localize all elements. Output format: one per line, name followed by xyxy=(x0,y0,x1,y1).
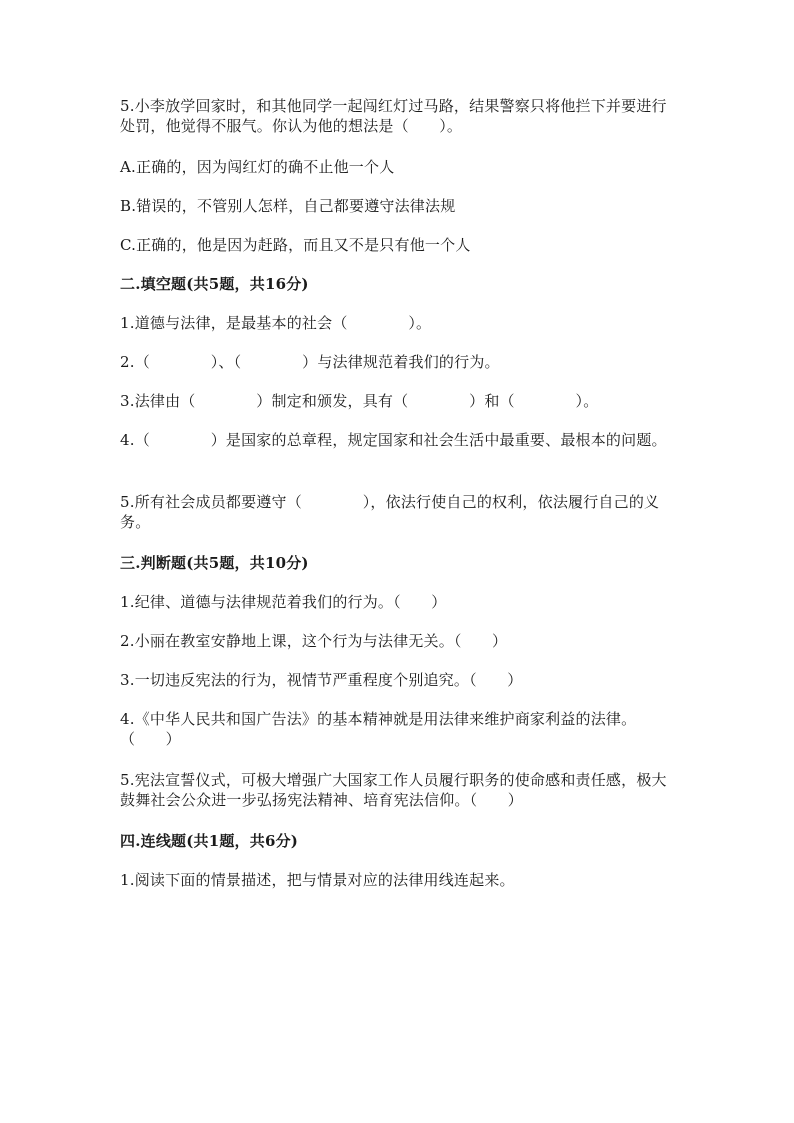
option-b: B.错误的，不管别人怎样，自己都要遵守法律法规 xyxy=(120,197,456,215)
option-a: A.正确的，因为闯红灯的确不止他一个人 xyxy=(120,158,395,176)
section-2-heading: 二.填空题(共5题，共16分) xyxy=(120,275,309,293)
judge-item-5: 5.宪法宣誓仪式，可极大增强广大国家工作人员履行职务的使命感和责任感，极大鼓舞社会公众进一步弘扬宪法精神、培育宪法信仰。（ ） xyxy=(120,771,667,809)
judge-item-3: 3.一切违反宪法的行为，视情节严重程度个别追究。（ ） xyxy=(120,671,523,689)
fill-item-1: 1.道德与法律，是最基本的社会（ ）。 xyxy=(120,314,432,332)
option-c: C.正确的，他是因为赶路，而且又不是只有他一个人 xyxy=(120,236,471,254)
judge-item-4: 4.《中华人民共和国广告法》的基本精神就是用法律来维护商家利益的法律。（ ） xyxy=(120,710,637,748)
section-4-heading: 四.连线题(共1题，共6分) xyxy=(120,832,299,850)
judge-item-1: 1.纪律、道德与法律规范着我们的行为。（ ） xyxy=(120,593,447,611)
match-item-1: 1.阅读下面的情景描述，把与情景对应的法律用线连起来。 xyxy=(120,871,515,889)
fill-item-3: 3.法律由（ ）制定和颁发，具有（ ）和（ ）。 xyxy=(120,392,599,410)
fill-item-5: 5.所有社会成员都要遵守（ ），依法行使自己的权利，依法履行自己的义务。 xyxy=(120,493,660,531)
section-3-heading: 三.判断题(共5题，共10分) xyxy=(120,554,309,572)
fill-item-2: 2.（ ）、（ ）与法律规范着我们的行为。 xyxy=(120,353,500,371)
judge-item-2: 2.小丽在教室安静地上课，这个行为与法律无关。（ ） xyxy=(120,632,508,650)
fill-item-4: 4.（ ）是国家的总章程，规定国家和社会生活中最重要、最根本的问题。 xyxy=(120,431,667,449)
question-5-text: 5.小李放学回家时，和其他同学一起闯红灯过马路，结果警察只将他拦下并要进行处罚，他觉得不服气。你认为他的想法是（ ）。 xyxy=(120,97,667,135)
